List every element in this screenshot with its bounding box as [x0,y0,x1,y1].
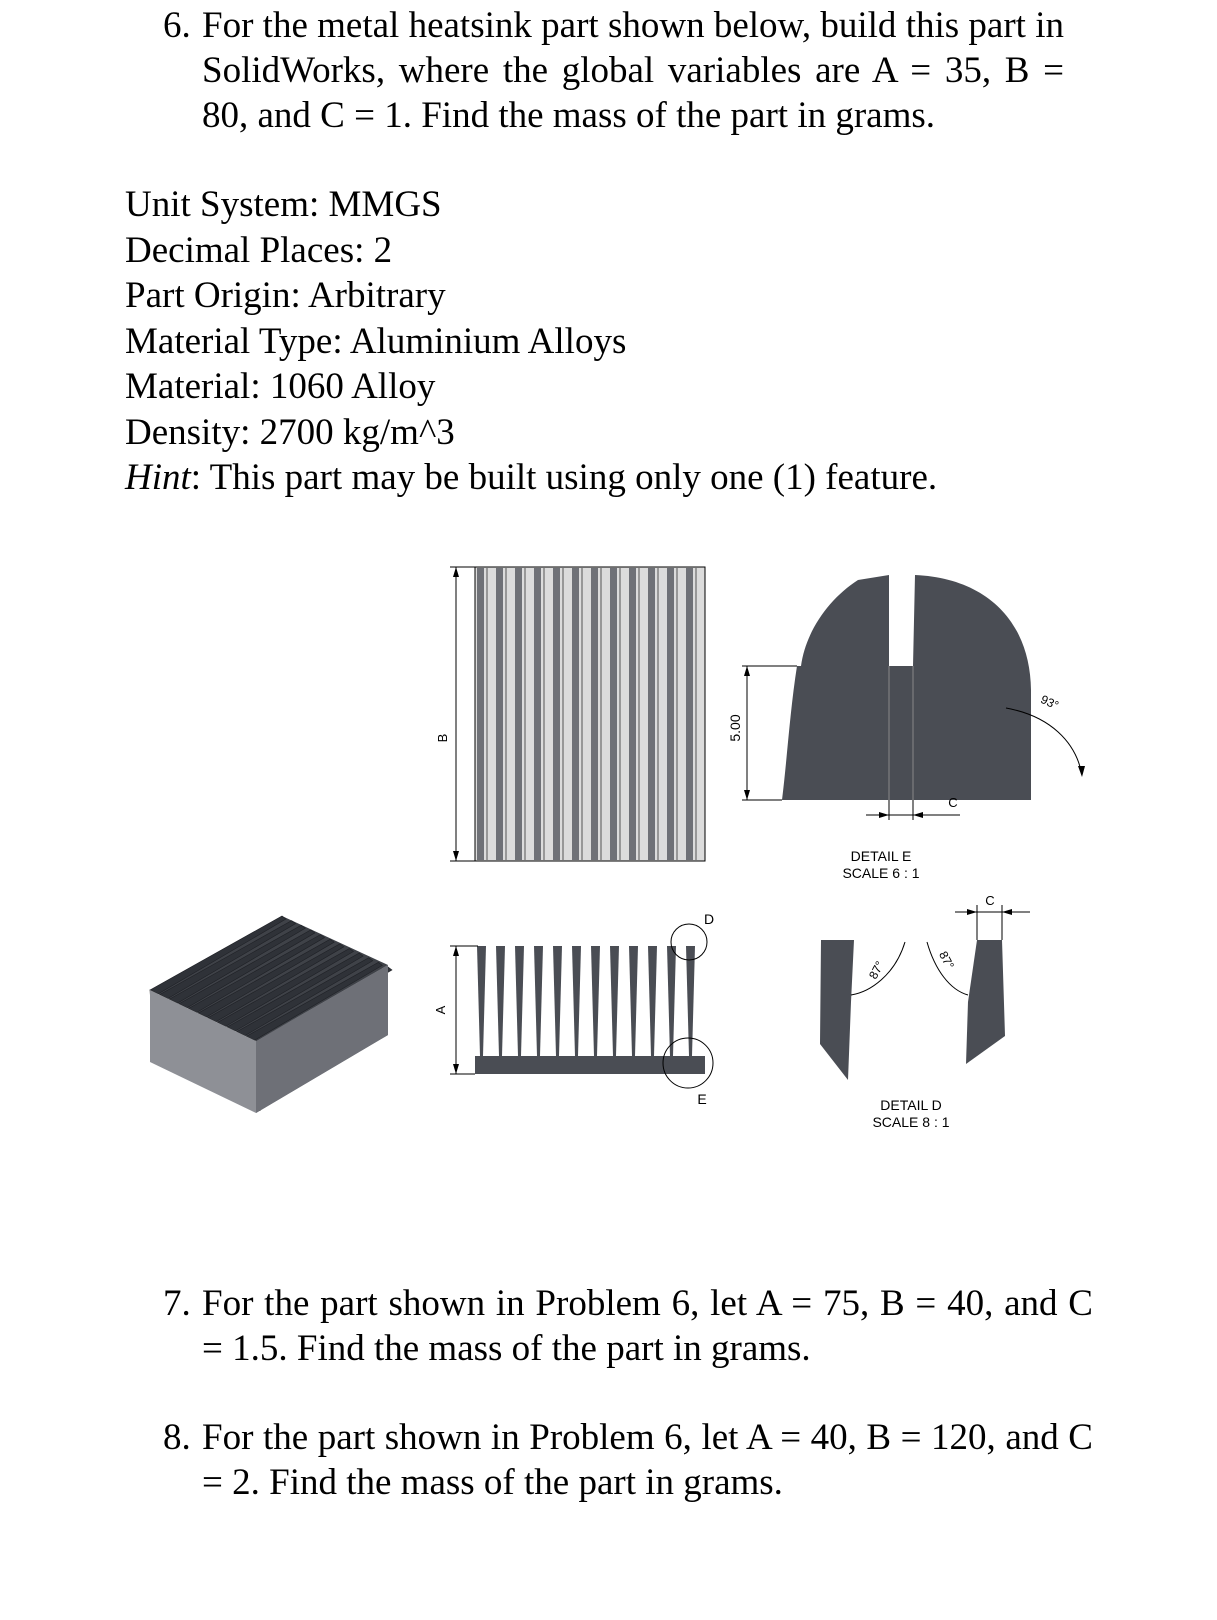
front-fin [610,946,619,1056]
front-fin [572,946,581,1056]
hint-label: Hint [125,457,191,498]
problem-6-text: For the metal heatsink part shown below, build this part in SolidWorks, where the global variables are A = 35, B = 80, and C = 1. Find the mass of the part in grams. [202,5,1064,136]
detail-e-title: DETAIL E [850,848,912,864]
front-fin [629,946,638,1056]
front-fin [591,946,600,1056]
top-fin [667,568,674,860]
top-fin [496,568,503,860]
top-fin [534,568,541,860]
problem-6-number: 6. [163,5,191,46]
angle-87-right: 87° [936,948,957,972]
density: Density: 2700 kg/m^3 [125,411,455,453]
detail-e [727,575,1085,881]
front-fin [686,946,695,1056]
front-fin [553,946,562,1056]
material: Material: 1060 Alloy [125,366,436,407]
front-fin [496,946,505,1056]
front-view-fins [477,946,695,1056]
material-type: Material Type: Aluminium Alloys [125,320,627,362]
top-fin [553,568,560,860]
top-fin [477,568,484,860]
angle-93: 93° [1038,692,1061,713]
detail-d [820,893,1030,1130]
part-origin: Part Origin: Arbitrary [125,275,446,316]
decimal-places: Decimal Places: 2 [125,229,393,271]
front-fin [534,946,543,1056]
hint-text: : This part may be built using only one (1) feature. [190,457,938,498]
top-fin [629,568,636,860]
front-fin [648,946,657,1056]
top-fin [515,568,522,860]
top-fin [610,568,617,860]
label-d: D [703,911,715,927]
front-fin [515,946,524,1056]
problem-8-number: 8. [163,1417,191,1458]
label-c-top: C [948,795,958,810]
top-fin [591,568,598,860]
isometric-view [150,916,392,1113]
detail-d-title: DETAIL D [880,1097,942,1113]
label-b: B [435,733,450,743]
dim-5: 5.00 [727,714,743,742]
detail-d-scale: SCALE 8 : 1 [872,1114,950,1130]
label-c-bottom: C [985,893,995,908]
angle-87-left: 87° [866,958,887,982]
front-fin [477,946,486,1056]
top-fin [686,568,693,860]
label-a: A [433,1005,448,1015]
unit-system: Unit System: MMGS [125,184,442,225]
top-fin [572,568,579,860]
problem-7-number: 7. [163,1283,191,1324]
front-fin [667,946,676,1056]
front-view [433,911,714,1107]
top-fin [648,568,655,860]
top-view [435,567,705,861]
detail-e-scale: SCALE 6 : 1 [842,865,920,881]
problem-7-text: For the part shown in Problem 6, let A = 75, B = 40, and C = 1.5. Find the mass of the part in grams. [202,1283,1093,1369]
problem-8-text: For the part shown in Problem 6, let A = 40, B = 120, and C = 2. Find the mass of the part in grams. [202,1417,1093,1503]
label-e: E [697,1091,707,1107]
